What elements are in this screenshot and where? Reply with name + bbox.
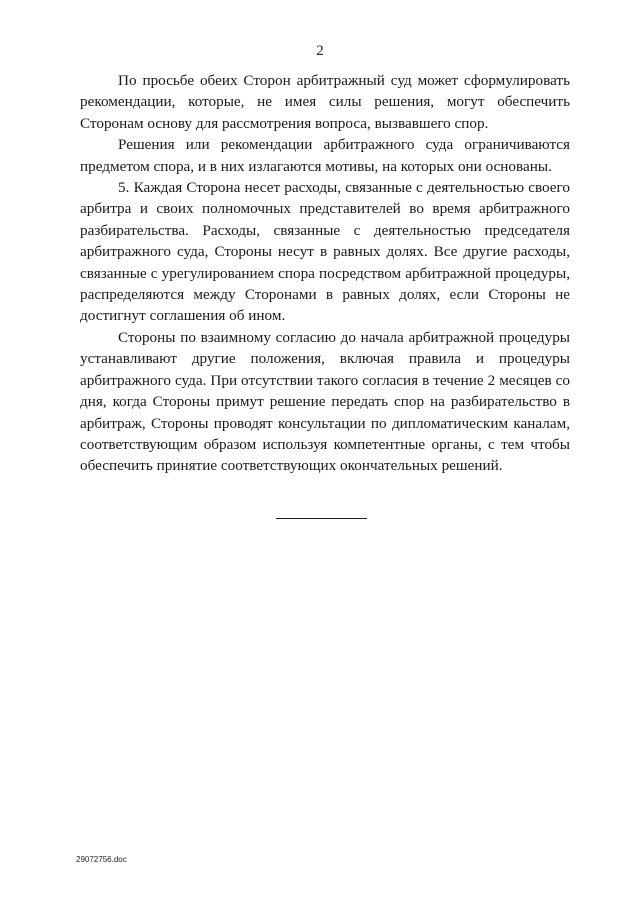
page-number: 2	[316, 43, 324, 59]
paragraph-procedure-rules: Стороны по взаимному согласию до начала арбитражной процедуры устанавливают другие положения, включая правила и процедуры арбитражного суда. При отсутствии такого согласия в течение 2 месяцев со дня, когда Стороны примут решение передать спор на разбирательство в арбитраж, Стороны проводят консультации по дипломатическим каналам, соответствующим образом используя компетентные органы, с тем чтобы обеспечить принятие соответствующих окончательных решений.	[80, 328, 570, 475]
paragraph-recommendations: По просьбе обеих Сторон арбитражный суд может сформулировать рекомендации, которые, не имея силы решения, могут обеспечить Сторонам основу для рассмотрения вопроса, вызвавшего спор.	[80, 72, 570, 132]
paragraph-expenses: 5. Каждая Сторона несет расходы, связанные с деятельностью своего арбитра и своих полномочных представителей во время арбитражного разбирательства. Расходы, связанные с деятельностью председателя арбитражного суда, Стороны несут в равных долях. Все другие расходы, связанные с урегулированием спора посредством арбитражной процедуры, распределяются между Сторонами в равных долях, если Стороны не достигнут соглашения об ином.	[80, 179, 570, 325]
paragraph-decisions-scope: Решения или рекомендации арбитражного суда ограничиваются предметом спора, и в них излагаются мотивы, на которых они основаны.	[80, 136, 570, 175]
footer-filename: 29072756.doc	[76, 855, 127, 864]
end-divider-line	[276, 518, 367, 519]
document-body	[80, 70, 570, 477]
